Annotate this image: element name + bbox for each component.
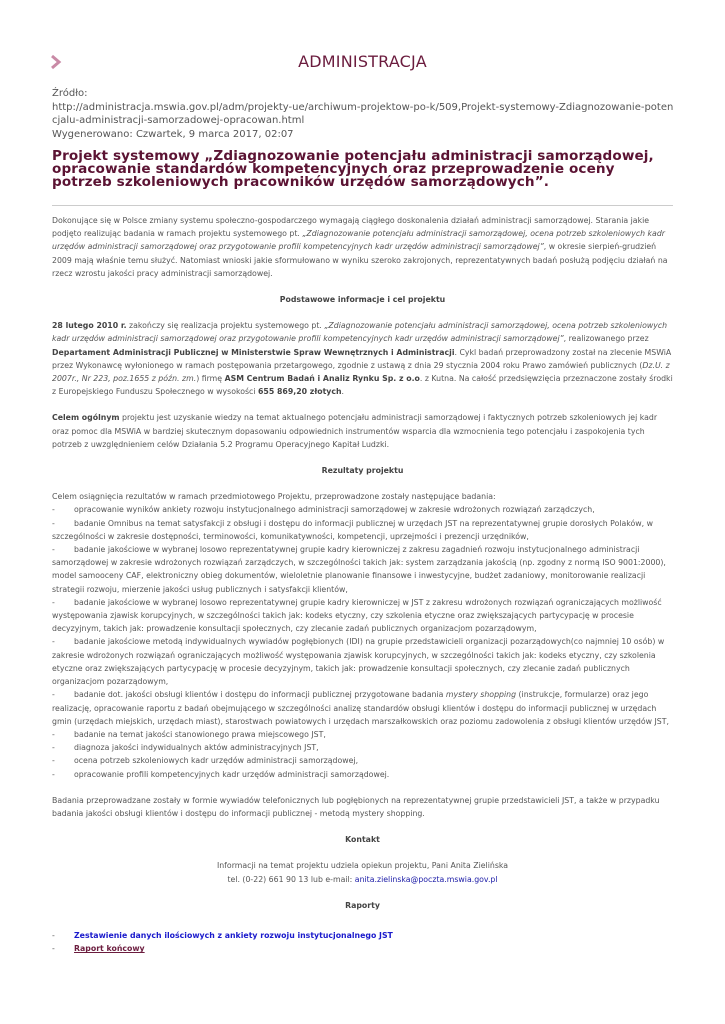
list-item: - diagnoza jakości indywidualnych aktów administracyjnych JST, (52, 743, 319, 753)
section-heading-reports: Raporty (345, 900, 380, 910)
goal-paragraph: Celem ogólnym projektu jest uzyskanie wiedzy na temat aktualnego potencjału administracji samorządowej i faktycznych potrzeb szkoleniowych jej kadr oraz pomoc dla MSWiA w bardziej skutecznym dopasowaniu odpowiednich instrumentów wsparcia dla wzmocnienia tego potencjału i zaspokojenia tych potrzeb z uwzględnieniem celów Działania 5.2 Programu Operacyjnego Kapitał Ludzki. (52, 413, 658, 449)
report-link-quantitative[interactable]: Zestawienie danych ilościowych z ankiety rozwoju instytucjonalnego JST (74, 931, 393, 940)
site-header (0, 52, 725, 76)
generated-date: Wygenerowano: Czwartek, 9 marca 2017, 02:07 (52, 128, 294, 140)
section-heading-info: Podstawowe informacje i cel projektu (279, 295, 446, 305)
list-item: - ocena potrzeb szkoleniowych kadr urzędów administracji samorządowej, (52, 756, 359, 766)
site-title: ADMINISTRACJA (298, 52, 427, 71)
contact-line: Informacji na temat projektu udziela opiekun projektu, Pani Anita Zielińska (216, 861, 509, 871)
email-link[interactable]: anita.zielinska@poczta.mswia.gov.pl (354, 874, 498, 884)
divider (52, 205, 673, 206)
list-item: - badanie jakościowe w wybranej losowo reprezentatywnej grupie kadry kierowniczej w JST z zakresu wdrożonych rozwiązań ograniczających możliwość występowania zjawisk korupcyjnych, w szczególności takich jak: kodeks etyczny, czy szkolenia etyczne oraz zwiększających partycypację w procesie decyzyjnym, takich jak: prowadzenie konsultacji społecznych, czy zlecanie zadań publicznych organizacjom pozarządowym, (52, 597, 662, 634)
page-title: Projekt systemowy „Zdiagnozowanie potencjału administracji samorządowej, opracowanie standardów kompetencyjnych oraz przeprowadzenie oceny potrzeb szkoleniowych pracowników urzędów samorządowych”. (52, 148, 654, 190)
section-heading-results: Rezultaty projektu (321, 466, 404, 476)
results-closing: Badania przeprowadzane zostały w formie wywiadów telefonicznych lub pogłębionych na reprezentatywnej grupie przedstawicieli JST, a także w przypadku badania jakości obsługi klientów i dostępu do informacji publicznej - metodą mystery shopping. (52, 795, 660, 818)
reports-list (52, 929, 673, 955)
info-paragraph: 28 lutego 2010 r. zakończy się realizacja projektu systemowego pt. „Zdiagnozowanie potencjału administracji samorządowej, ocena potrzeb szkoleniowych kadr urzędów administracji samorządowej oraz przygotowanie profili kompetencyjnych kadr urzędów administracji samorządowej”, realizowanego przez Departament Administracji Publicznej w Ministerstwie Spraw Wewnętrznych i Administracji. Cykl badań przeprowadzony został na zlecenie MSWiA przez Wykonawcę wyłonionego w ramach postępowania przetargowego, zgodnie z ustawą z dnia 29 stycznia 2004 roku Prawo zamówień publicznych (Dz.U. z 2007r., Nr 223, poz.1655 z późn. zm.) firmę ASM Centrum Badań i Analiz Rynku Sp. z o.o. z Kutna. Na całość przedsięwzięcia przeznaczone zostały środki z Europejskiego Funduszu Społecznego w wysokości 655 869,20 złotych. (52, 321, 673, 397)
list-item: - badanie na temat jakości stanowionego prawa miejscowego JST, (52, 729, 326, 739)
list-item: - opracowanie profili kompetencyjnych kadr urzędów administracji samorządowej. (52, 769, 390, 779)
report-link-final[interactable]: Raport końcowy (74, 944, 145, 954)
list-item: - badanie jakościowe metodą indywidualnych wywiadów pogłębionych (IDI) na grupie przedstawicieli organizacji pozarządowych(co najmniej 10 osób) w zakresie wdrożonych rozwiązań ograniczających możliwość występowania zjawisk korupcyjnych, w szczególności takich jak: kodeks etyczny, czy szkolenia etyczne oraz zwiększających partycypację w procesie decyzyjnym, takich jak: prowadzenie konsultacji społecznych, czy zlecanie zadań publicznych organizacjom pozarządowym, (52, 637, 665, 687)
list-item: - Zestawienie danych ilościowych z ankiety rozwoju instytucjonalnego JST (52, 931, 393, 940)
list-item: - badanie jakościowe w wybranej losowo reprezentatywnej grupie kadry kierowniczej z zakresu zagadnień rozwoju instytucjonalnego administracji samorządowej w zakresie wdrożonych rozwiązań zarządczych, w szczególności takich jak: system zarządzania jakością (np. zgodny z normą ISO 9001:2000), model samooceny CAF, elektroniczny obieg dokumentów, wieloletnie planowanie finansowe i inwestycyjne, budżet zadaniowy, monitorowanie realizacji strategii rozwoju, mierzenie jakości usług publicznych i satysfakcji klientów, (52, 545, 666, 594)
section-heading-contact: Kontakt (345, 835, 380, 845)
intro-paragraph: Dokonujące się w Polsce zmiany systemu społeczno-gospodarczego wymagają ciągłego doskonalenia działań administracji samorządowej. Starania jakie podjęto realizując badania w ramach projektu systemowego pt. „Zdiagnozowanie potencjału administracji samorządowej, ocena potrzeb szkoleniowych kadr urzędów administracji samorządowej oraz przygotowanie profili kompetencyjnych kadr urzędów administracji samorządowej”, w okresie sierpień-grudzień 2009 mają właśnie temu służyć. Natomiast wnioski jakie sformułowano w wyniku szeroko zakrojonych, reprezentatywnych badań posłużą podjęciu działań na rzecz wzrostu jakości pracy administracji samorządowej. (52, 216, 668, 278)
list-item: - Raport końcowy (52, 944, 145, 954)
source-meta (52, 87, 677, 141)
results-lead: Celem osiągnięcia rezultatów w ramach przedmiotowego Projektu, przeprowadzone zostały następujące badania: (52, 492, 496, 502)
list-item: - badanie dot. jakości obsługi klientów i dostępu do informacji publicznej przygotowane badania mystery shopping (instrukcje, formularze) oraz jego realizację, opracowanie raportu z badań obejmującego w szczególności analizę standardów obsługi klientów i dostępu do informacji publicznej w urzędach gmin (urzędach miejskich, urzędach miast), starostwach powiatowych i urzędach marszałkowskich oraz poziomu zadowolenia z obsługi klientów urzędów JST, (52, 690, 669, 726)
source-url: http://administracja.mswia.gov.pl/adm/projekty-ue/archiwum-projektow-po-k/509,Projekt-systemowy-Zdiagnozowanie-potencjalu-administracji-samorzadowej-opracowan.html (52, 101, 674, 126)
list-item: - badanie Omnibus na temat satysfakcji z obsługi i dostępu do informacji publicznej w urzędach JST na reprezentatywnej grupie dorosłych Polaków, w szczególności w zakresie dostępności, terminowości, komunikatywności, kompetencji, uprzejmości i prezencji urzędników, (52, 518, 654, 541)
article-body (52, 214, 673, 912)
contact-phone-email: tel. (0-22) 661 90 13 lub e-mail: anita.zielinska@poczta.mswia.gov.pl (227, 874, 498, 884)
list-item: - opracowanie wyników ankiety rozwoju instytucjonalnego administracji samorządowej w zakresie wdrożonych rozwiązań zarządczych, (52, 505, 595, 515)
source-label: Źródło: (52, 88, 88, 99)
